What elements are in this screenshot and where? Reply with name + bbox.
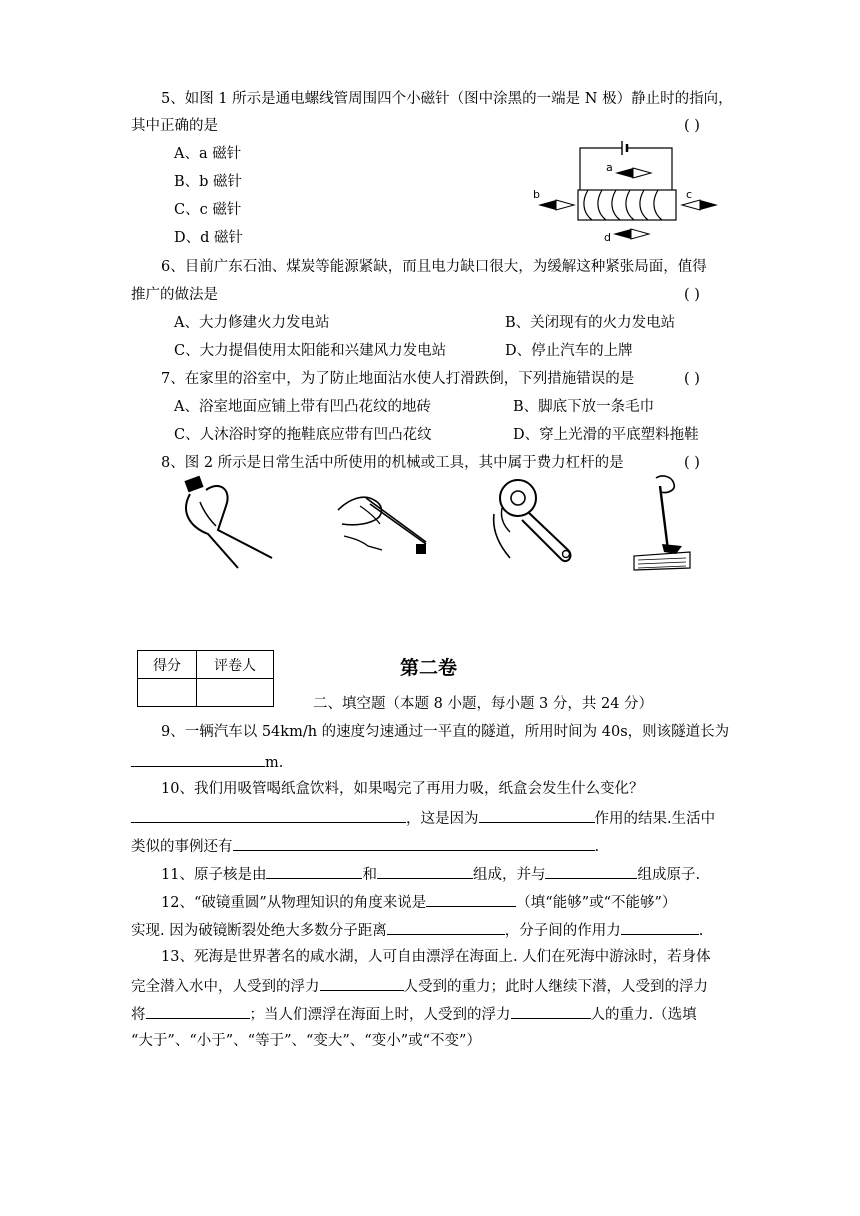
- q13-answer-blank-3[interactable]: [511, 1003, 591, 1019]
- q10-mid2: 作用的结果.生活中: [594, 811, 716, 827]
- q10-answer-blank-1[interactable]: [131, 807, 406, 823]
- q5-line2: 其中正确的是: [131, 118, 218, 134]
- q12-text-c: 实现. 因为破镜断裂处绝大多数分子距离: [131, 923, 387, 939]
- compass-c-label: c: [686, 188, 693, 201]
- q10-mid1: ，这是因为: [406, 811, 479, 827]
- q13-answer-blank-2[interactable]: [146, 1003, 250, 1019]
- section-title: 第二卷: [400, 657, 458, 679]
- q11-text-b: 和: [362, 867, 377, 883]
- q6-option-d: D、停止汽车的上牌: [505, 343, 633, 359]
- q5-option-d: D、d 磁针: [174, 230, 244, 246]
- compass-b-icon: [538, 200, 556, 210]
- score-cell[interactable]: [138, 679, 197, 707]
- q7-option-a: A、浴室地面应铺上带有凹凸花纹的地砖: [174, 399, 431, 415]
- score-table: [137, 650, 274, 707]
- q13-text-d: ；当人们漂浮在海面上时，人受到的浮力: [249, 1007, 511, 1023]
- q6-option-a: A、大力修建火力发电站: [174, 315, 330, 331]
- q11-text-c: 组成，并与: [472, 867, 546, 883]
- q11-answer-blank-2[interactable]: [377, 863, 473, 879]
- q13-line3: [131, 1003, 697, 1025]
- tweezers-hand-icon: [330, 480, 440, 565]
- q12-line2: [131, 919, 703, 941]
- q6-option-c: C、大力提倡使用太阳能和兴建风力发电站: [174, 343, 447, 359]
- q9-unit: m.: [265, 755, 284, 771]
- q13-text-c: 将: [131, 1007, 146, 1023]
- q10-end: .: [594, 839, 600, 855]
- compass-a-icon: [615, 168, 633, 178]
- q7-option-c: C、人沐浴时穿的拖鞋底应带有凹凸花纹: [174, 427, 432, 443]
- q11-text-d: 组成原子.: [637, 867, 701, 883]
- pincers-icon: [180, 472, 275, 572]
- score-header: 得分: [138, 651, 197, 679]
- q5-answer-paren: ( ): [684, 118, 700, 134]
- q6-line2: 推广的做法是: [131, 287, 218, 303]
- q10-line3-text: 类似的事例还有: [131, 839, 233, 855]
- q7-line1: 7、在家里的浴室中，为了防止地面沾水使人打滑跌倒，下列措施错误的是: [161, 371, 635, 387]
- q13-text-a: 完全潜入水中，人受到的浮力: [131, 979, 320, 995]
- compass-c-icon: [682, 200, 700, 210]
- q10-line3: [131, 835, 599, 857]
- q9-line1: 9、一辆汽车以 54km/h 的速度匀速通过一平直的隧道，所用时间为 40s，则该隧道长为: [161, 724, 730, 740]
- q5-line1: 5、如图 1 所示是通电螺线管周围四个小磁针（图中涂黑的一端是 N 极）静止时的指向，: [161, 91, 733, 107]
- q10-line2: [131, 807, 715, 829]
- q13-line2: [131, 975, 708, 997]
- q11-answer-blank-1[interactable]: [266, 863, 362, 879]
- compass-d-label: d: [604, 231, 611, 244]
- grader-header: 评卷人: [197, 651, 274, 679]
- q13-text-b: 人受到的重力；此时人继续下潜，人受到的浮力: [403, 979, 708, 995]
- q9-line2: [131, 751, 283, 773]
- q12-text-e: .: [698, 923, 704, 939]
- q12-answer-blank-2[interactable]: [387, 919, 505, 935]
- q12-answer-blank-3[interactable]: [621, 919, 699, 935]
- q9-answer-blank[interactable]: [131, 751, 265, 767]
- q5-option-c: C、c 磁针: [174, 202, 242, 218]
- q12-answer-blank-1[interactable]: [426, 891, 516, 907]
- q12-line1: [161, 891, 676, 913]
- compass-a-label: a: [606, 161, 613, 174]
- q12-text-b: （填“能够”或“不能够”）: [516, 895, 677, 911]
- crowbar-icon: [632, 472, 692, 572]
- wrench-icon: [488, 474, 583, 569]
- q11-line: [161, 863, 700, 885]
- q12-text-a: 12、“破镜重圆”从物理知识的角度来说是: [161, 895, 427, 911]
- q8-line1: 8、图 2 所示是日常生活中所使用的机械或工具，其中属于费力杠杆的是: [161, 455, 624, 471]
- q11-answer-blank-3[interactable]: [545, 863, 637, 879]
- q13-answer-blank-1[interactable]: [320, 975, 404, 991]
- q12-text-d: ，分子间的作用力: [504, 923, 621, 939]
- q6-line1: 6、目前广东石油、煤炭等能源紧缺，而且电力缺口很大，为缓解这种紧张局面，值得: [161, 259, 707, 275]
- compass-d-icon: [613, 229, 631, 239]
- q5-option-b: B、b 磁针: [174, 174, 243, 190]
- q7-answer-paren: ( ): [684, 371, 700, 387]
- q13-line1: 13、死海是世界著名的咸水湖，人可自由漂浮在海面上. 人们在死海中游泳时，若身体: [161, 949, 711, 965]
- q13-line4: “大于”、“小于”、“等于”、“变大”、“变小”或“不变”）: [131, 1033, 481, 1049]
- q10-answer-blank-2[interactable]: [479, 807, 595, 823]
- q7-option-d: D、穿上光滑的平底塑料拖鞋: [513, 427, 699, 443]
- q6-answer-paren: ( ): [684, 287, 700, 303]
- q6-option-b: B、关闭现有的火力发电站: [505, 315, 676, 331]
- q10-line1: 10、我们用吸管喝纸盒饮料，如果喝完了再用力吸，纸盒会发生什么变化？: [161, 781, 644, 797]
- q10-answer-blank-3[interactable]: [233, 835, 595, 851]
- q7-option-b: B、脚底下放一条毛巾: [513, 399, 655, 415]
- solenoid-figure: [530, 138, 730, 248]
- grader-cell[interactable]: [197, 679, 274, 707]
- compass-b-label: b: [533, 188, 540, 201]
- q13-text-e: 人的重力.（选填: [590, 1007, 697, 1023]
- q8-answer-paren: ( ): [684, 455, 700, 471]
- section-header: 二、填空题（本题 8 小题，每小题 3 分，共 24 分）: [313, 696, 654, 712]
- q11-text-a: 11、原子核是由: [161, 867, 267, 883]
- q5-option-a: A、a 磁针: [174, 146, 242, 162]
